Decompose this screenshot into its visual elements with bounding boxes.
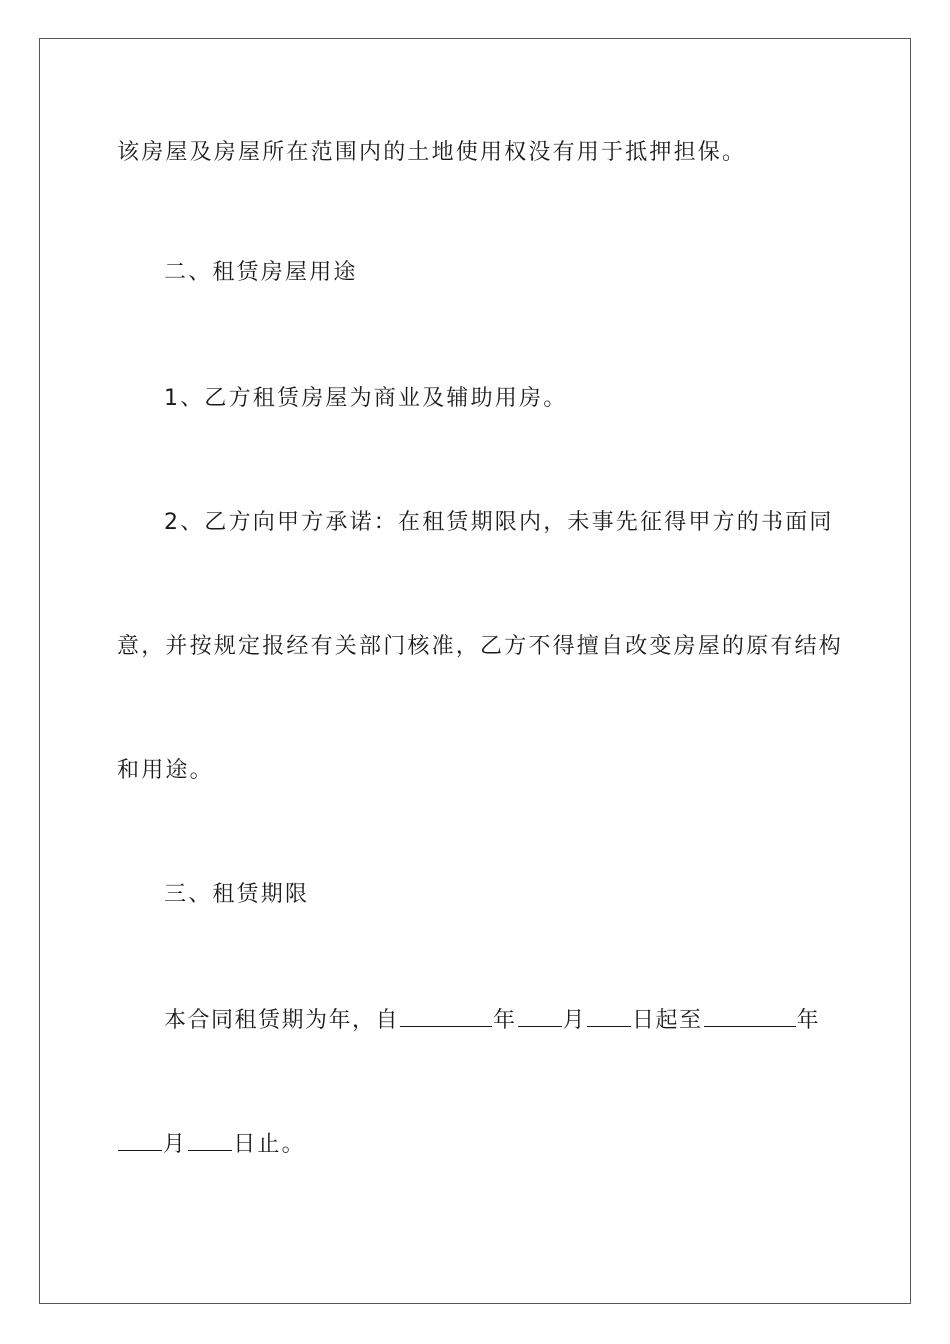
end-month-label: 月 [163, 1132, 188, 1157]
start-year-label: 年 [493, 1008, 517, 1033]
term-clause-line-1 [164, 1004, 834, 1036]
start-year-blank[interactable] [400, 1004, 492, 1027]
page-border [39, 38, 911, 1304]
start-day-label: 日起至 [632, 1008, 703, 1033]
end-month-blank[interactable] [118, 1128, 162, 1151]
term-clause-line-2 [117, 1128, 833, 1160]
end-year-blank[interactable] [704, 1004, 796, 1027]
end-day-label: 日止。 [233, 1132, 306, 1157]
start-month-label: 月 [562, 1008, 587, 1033]
clause-usage-2-line-1: 2、乙方向甲方承诺：在租赁期限内，未事先征得甲方的书面同 [164, 510, 834, 535]
section-heading-term: 三、租赁期限 [164, 882, 310, 907]
start-month-blank[interactable] [518, 1004, 562, 1027]
end-year-label: 年 [796, 1008, 821, 1033]
start-day-blank[interactable] [587, 1004, 631, 1027]
clause-usage-2-line-3: 和用途。 [117, 758, 214, 783]
term-prefix: 本合同租赁期为年，自 [164, 1008, 400, 1033]
section-heading-usage: 二、租赁房屋用途 [164, 260, 358, 285]
clause-usage-2-line-2: 意，并按规定报经有关部门核准，乙方不得擅自改变房屋的原有结构 [117, 634, 844, 659]
end-day-blank[interactable] [188, 1128, 232, 1151]
paragraph-mortgage-statement: 该房屋及房屋所在范围内的土地使用权没有用于抵押担保。 [117, 140, 747, 165]
clause-usage-1: 1、乙方租赁房屋为商业及辅助用房。 [164, 386, 568, 411]
